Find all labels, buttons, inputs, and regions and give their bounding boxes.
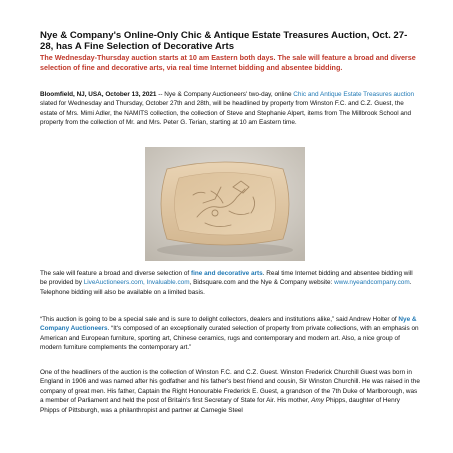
quote-text-2: . “It's composed of an exceptionally curated selection of property from private collections, with an emphasis on American and European furniture, sporting art, Chinese ceramics, rugs and contemporary and modern art. Also, a nice group of modern furniture complements the contemporary art.” xyxy=(40,325,419,352)
intro-text-1: -- Nye & Company Auctioneers' two-day, online xyxy=(156,91,294,98)
guest-text-2: Phipps, daughter of Henry Phipps of Pittsburgh, was a philanthropist and partner at Carnegie Steel xyxy=(40,397,400,414)
article-headline: Nye & Company's Online-Only Chic & Antique Estate Treasures Auction, Oct. 27-28, has A Fine Selection of Decorative Arts xyxy=(40,30,408,53)
paragraph-quote xyxy=(40,315,420,353)
intro-text-2: slated for Wednesday and Thursday, October 27th and 28th, will be headlined by property from Winston F.C. and C.Z. Guest, the estate of Mrs. Mimi Adler, the NAMITS collection, the collection of Steve and Stephanie Alpert, items from The Millbrook School and property from the collection of Mr. and Mrs. Peter G. Terian, starting at 10 am Eastern time. xyxy=(40,100,412,127)
selection-text-2: . Real time Internet bidding and absentee bidding will be provided by xyxy=(40,270,413,287)
bidding-platforms-link[interactable]: LiveAuctioneers.com, Invaluable.com xyxy=(83,279,190,287)
nye-company-link[interactable]: Nye & Company Auctioneers xyxy=(40,316,417,333)
selection-text-4: . Telephone bidding will also be available on a limited basis. xyxy=(40,279,412,296)
nye-website-link[interactable]: www.nyeandcompany.com xyxy=(334,279,410,287)
paragraph-intro xyxy=(40,90,420,128)
quote-text-1: “This auction is going to be a special sale and is sure to delight collectors, dealers and institutions alike,” said Andrew Holter of xyxy=(40,316,399,323)
ceramic-plate-photo xyxy=(145,147,305,261)
dateline: Bloomfield, NJ, USA, October 13, 2021 xyxy=(40,91,157,98)
paragraph-selection xyxy=(40,269,420,297)
paragraph-guest-collection xyxy=(40,368,420,415)
auction-link[interactable]: Chic and Antique Estate Treasures auction xyxy=(293,91,415,98)
article-subheadline: The Wednesday-Thursday auction starts at 10 am Eastern both days. The sale will feature a broad and diverse selection of fine and decorative arts, via real time Internet bidding and absentee bidding. xyxy=(40,53,416,72)
guest-text-1: One of the headliners of the auction is the collection of Winston F.C. and C.Z. Guest. Winston Frederick Churchill Guest was born in England in 1906 and was named after his godfather and his father's best friend and cousin, Sir Winston Churchill. He was raised in the company of great men. His father, Captain the Right Honourable Frederick E. Guest, a grandson of the 7th Duke of Marlborough, was a member of Parliament and held the post of Britain's first Secretary of State for Air. His mother, xyxy=(40,369,420,405)
fine-decorative-arts-link[interactable]: fine and decorative arts xyxy=(190,270,263,277)
selection-text-1: The sale will feature a broad and diverse selection of xyxy=(40,270,191,277)
selection-text-3: , Bidsquare.com and the Nye & Company website: xyxy=(189,279,335,287)
guest-text-italic: Amy xyxy=(311,397,324,405)
